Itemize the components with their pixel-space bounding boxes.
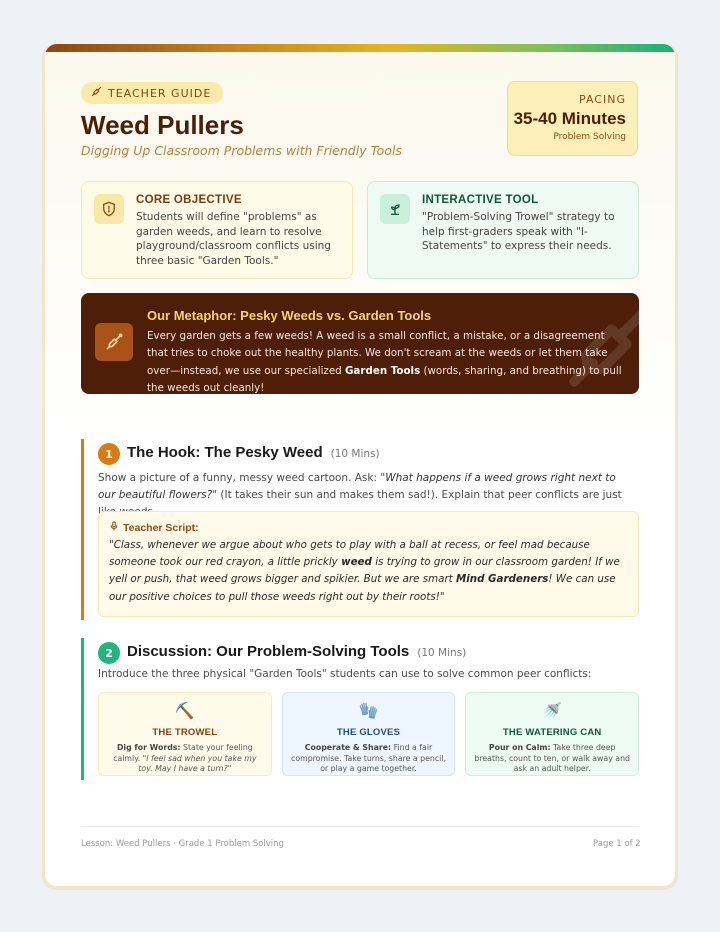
tool-title: INTERACTIVE TOOL: [422, 194, 539, 206]
pick-icon: ⛏️: [174, 701, 195, 720]
section-duration: (10 Mins): [330, 448, 380, 460]
tool-card-watering-can: [465, 692, 639, 776]
interactive-tool-card: [367, 181, 639, 279]
tool-description: Cooperate & Share: Find a fair compromise. Take turns, share a pencil, or play a game together.: [291, 743, 446, 773]
lesson-page: [45, 44, 675, 886]
section-accent-bar: [81, 439, 84, 620]
teacher-script-box: [98, 511, 639, 617]
tool-text: "Problem-Solving Trowel" strategy to help first-graders speak with "I-Statements" to express their needs.: [422, 211, 615, 252]
tag-label: TEACHER GUIDE: [108, 86, 212, 100]
footer-divider: [81, 826, 639, 827]
microphone-icon: [109, 521, 119, 534]
objective-title: CORE OBJECTIVE: [136, 194, 242, 206]
shield-icon: [94, 194, 124, 224]
core-objective-card: [81, 181, 353, 279]
section-accent-bar: [81, 638, 84, 780]
footer-lesson-info: Lesson: Weed Pullers · Grade 1 Problem Solving: [81, 839, 284, 849]
shovel-icon: [95, 323, 133, 361]
top-gradient-bar: [45, 44, 675, 52]
pacing-value: 35-40 Minutes: [513, 109, 626, 128]
teacher-script-text: "Class, whenever we argue about who gets to play with a ball at recess, or feel mad because someone took our red crayon, a little prickly weed is trying to grow in our classroom garden! If we yell or push, that weed grows bigger and spikier. But we are smart Mind Gardeners! We can use our positive choices to pull those weeds right out by their roots!": [109, 539, 620, 603]
objective-text: Students will define "problems" as garden weeds, and learn to resolve playground/classroom conflicts using three basic "Garden Tools.": [136, 211, 331, 267]
sprout-icon: [380, 194, 410, 224]
tool-card-gloves: [282, 692, 456, 776]
pacing-box: [507, 81, 638, 156]
tool-name: THE TROWEL: [152, 727, 218, 738]
section-body: Show a picture of a funny, messy weed cartoon. Ask: "What happens if a weed grows right next to our beautiful flowers?" (It takes their sun and makes them sad!). Explain that peer conflicts are just: [98, 472, 622, 501]
metaphor-title: Our Metaphor: Pesky Weeds vs. Garden Tools: [147, 308, 432, 323]
page-title: Weed Pullers: [81, 110, 244, 140]
section-title: Discussion: Our Problem-Solving Tools (10 Mins): [127, 643, 467, 660]
section-discussion: [81, 638, 639, 780]
tool-name: THE WATERING CAN: [502, 727, 602, 738]
teacher-script-label: Teacher Script:: [109, 521, 628, 534]
shovel-icon: [91, 86, 102, 100]
section-hook: [81, 439, 639, 620]
metaphor-text: Every garden gets a few weeds! A weed is a small conflict, a mistake, or a disagreement that tries to choke out the healthy plants. We don't scream at the weeds or let them take over—instead, we use our specialized Garden Tools (words, sharing, and breathing) to pull the weeds out cleanly!: [147, 330, 622, 394]
watering-can-icon: 🚿: [542, 701, 563, 720]
tool-card-trowel: [98, 692, 272, 776]
section-title: The Hook: The Pesky Weed (10 Mins): [127, 444, 380, 461]
footer-page-number: Page 1 of 2: [593, 839, 641, 849]
section-number: 1: [98, 443, 120, 465]
teacher-guide-tag: [81, 82, 223, 104]
metaphor-banner: [81, 293, 639, 394]
tool-name: THE GLOVES: [336, 727, 401, 738]
tool-cards: [98, 692, 639, 776]
gloves-icon: 🧤: [358, 701, 379, 720]
section-number: 2: [98, 642, 120, 664]
section-duration: (10 Mins): [417, 647, 467, 659]
section-body: Introduce the three physical "Garden Tools" students can use to solve common peer conflicts:: [98, 668, 592, 680]
page-subtitle: Digging Up Classroom Problems with Friendly Tools: [81, 143, 402, 158]
pacing-subject: Problem Solving: [553, 132, 626, 142]
pacing-label: PACING: [579, 93, 626, 106]
tool-description: Pour on Calm: Take three deep breaths, count to ten, or walk away and ask an adult helper.: [474, 743, 630, 773]
tool-description: Dig for Words: State your feeling calmly. "I feel sad when you take my toy. May I have a turn?": [113, 743, 257, 773]
